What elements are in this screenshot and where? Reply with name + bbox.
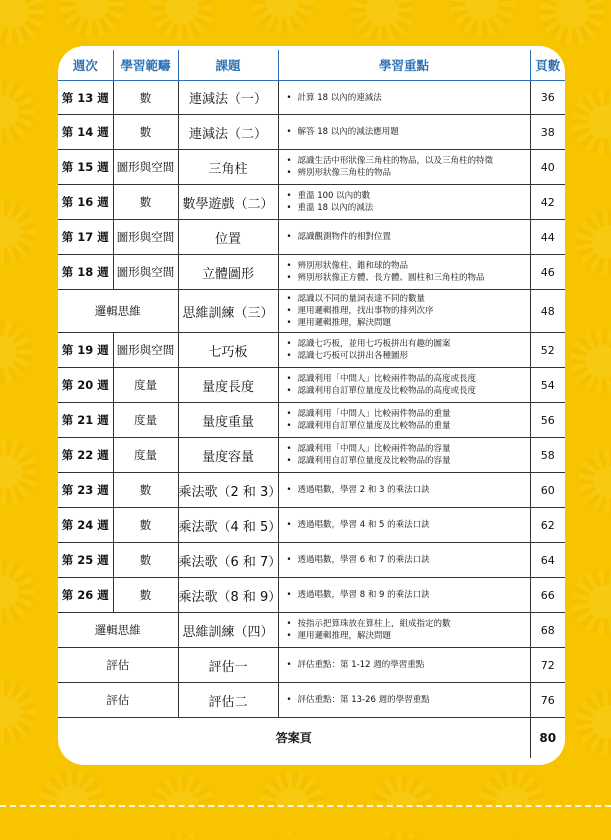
focus-bullet: • 認識利用自訂單位量度及比較物品的高度或長度: [287, 385, 530, 397]
header-week: 週次: [58, 50, 113, 81]
row-category: 數: [113, 543, 178, 578]
row-topic: 評估二: [178, 683, 278, 718]
focus-bullet: • 認識七巧板可以拼出各種圖形: [287, 350, 530, 362]
background-flower: [0, 80, 34, 144]
row-category-merged: 邏輯思維: [58, 613, 178, 648]
table-row: [58, 403, 565, 438]
schedule-table: [58, 50, 565, 758]
focus-bullet: • 評估重點：第 13-26 週的學習重點: [287, 694, 530, 706]
row-focus: [278, 578, 530, 613]
row-topic: 連減法（一）: [178, 81, 278, 115]
focus-bullet: • 辨別形狀像三角柱的物品: [287, 167, 530, 179]
row-category: 數: [113, 81, 178, 115]
table-header-row: [58, 50, 565, 81]
row-page: 68: [530, 613, 565, 648]
focus-bullet: • 按指示把算珠放在算柱上，組成指定的數: [287, 618, 530, 630]
row-topic: 連減法（二）: [178, 115, 278, 150]
focus-bullet: • 重溫 100 以內的數: [287, 190, 530, 202]
schedule-card: [58, 46, 565, 765]
row-category-merged: 評估: [58, 648, 178, 683]
table-row: [58, 255, 565, 290]
focus-bullet: • 辨別形狀像正方體、長方體、圓柱和三角柱的物品: [287, 272, 530, 284]
row-week: 第 24 週: [58, 508, 113, 543]
bottom-dashed-line: [0, 805, 611, 817]
row-topic: 三角柱: [178, 150, 278, 185]
header-category: 學習範疇: [113, 50, 178, 81]
row-page: 56: [530, 403, 565, 438]
row-focus: [278, 81, 530, 115]
row-category: 圖形與空間: [113, 255, 178, 290]
row-topic: 數學遊戲（二）: [178, 185, 278, 220]
row-page: 48: [530, 290, 565, 333]
focus-bullet: • 認識七巧板，並用七巧板拼出有趣的圖案: [287, 338, 530, 350]
row-focus: [278, 613, 530, 648]
background-flower: [570, 330, 611, 394]
table-row: [58, 368, 565, 403]
background-flower: [572, 90, 611, 154]
answer-row: [58, 718, 565, 758]
table-row: [58, 81, 565, 115]
background-flower: [576, 690, 611, 754]
table-row: [58, 290, 565, 333]
focus-bullet: • 認識觀測物件的相對位置: [287, 231, 530, 243]
row-week: 第 26 週: [58, 578, 113, 613]
row-focus: [278, 255, 530, 290]
row-category: 度量: [113, 438, 178, 473]
background-flower: [250, 0, 314, 34]
row-focus: [278, 220, 530, 255]
answer-page: 80: [539, 730, 557, 745]
focus-bullet: • 透過唱數，學習 6 和 7 的乘法口訣: [287, 554, 530, 566]
row-focus: [278, 473, 530, 508]
row-week: 第 18 週: [58, 255, 113, 290]
row-page: 40: [530, 150, 565, 185]
row-category-merged: 評估: [58, 683, 178, 718]
row-category: 數: [113, 508, 178, 543]
table-row: [58, 115, 565, 150]
focus-bullet: • 認識以不同的量詞表達不同的數量: [287, 293, 530, 305]
row-category: 數: [113, 115, 178, 150]
row-page: 44: [530, 220, 565, 255]
row-page: 76: [530, 683, 565, 718]
focus-bullet: • 運用邏輯推理，解決問題: [287, 317, 530, 329]
table-row: [58, 185, 565, 220]
row-page: 64: [530, 543, 565, 578]
row-focus: [278, 438, 530, 473]
focus-bullet: • 透過唱數，學習 2 和 3 的乘法口訣: [287, 484, 530, 496]
table-row: [58, 333, 565, 368]
row-category: 圖形與空間: [113, 150, 178, 185]
table-row: [58, 613, 565, 648]
row-week: 第 22 週: [58, 438, 113, 473]
row-page: 46: [530, 255, 565, 290]
row-page: 66: [530, 578, 565, 613]
row-category: 度量: [113, 403, 178, 438]
table-row: [58, 438, 565, 473]
row-week: 第 16 週: [58, 185, 113, 220]
row-topic: 位置: [178, 220, 278, 255]
row-week: 第 13 週: [58, 81, 113, 115]
answer-label: 答案頁: [58, 718, 530, 758]
row-topic: 量度長度: [178, 368, 278, 403]
row-focus: [278, 403, 530, 438]
row-page: 72: [530, 648, 565, 683]
focus-bullet: • 認識生活中形狀像三角柱的物品，以及三角柱的特徵: [287, 155, 530, 167]
background-flower: [450, 0, 514, 36]
background-flower: [576, 210, 611, 274]
row-page: 38: [530, 115, 565, 150]
row-page: 52: [530, 333, 565, 368]
background-flower: [350, 0, 414, 42]
row-category: 數: [113, 185, 178, 220]
background-flower: [0, 680, 36, 744]
table-row: [58, 508, 565, 543]
row-category: 數: [113, 578, 178, 613]
row-topic: 七巧板: [178, 333, 278, 368]
focus-bullet: • 辨別形狀像柱、錐和球的物品: [287, 260, 530, 272]
row-focus: [278, 150, 530, 185]
row-week: 第 21 週: [58, 403, 113, 438]
focus-bullet: • 解答 18 以內的減法應用題: [287, 126, 530, 138]
row-page: 42: [530, 185, 565, 220]
row-week: 第 20 週: [58, 368, 113, 403]
focus-bullet: • 認識利用「中間人」比較兩件物品的重量: [287, 408, 530, 420]
focus-bullet: • 運用邏輯推理，解決問題: [287, 630, 530, 642]
row-focus: [278, 508, 530, 543]
background-flower: [540, 0, 604, 44]
row-category-merged: 邏輯思維: [58, 290, 178, 333]
row-week: 第 17 週: [58, 220, 113, 255]
row-focus: [278, 290, 530, 333]
focus-bullet: • 重溫 18 以內的減法: [287, 202, 530, 214]
row-topic: 思維訓練（四）: [178, 613, 278, 648]
row-category: 圖形與空間: [113, 220, 178, 255]
row-topic: 量度容量: [178, 438, 278, 473]
background-flower: [60, 0, 124, 36]
row-focus: [278, 368, 530, 403]
row-page: 54: [530, 368, 565, 403]
focus-bullet: • 認識利用「中間人」比較兩件物品的高度或長度: [287, 373, 530, 385]
focus-bullet: • 透過唱數，學習 8 和 9 的乘法口訣: [287, 589, 530, 601]
table-row: [58, 220, 565, 255]
row-week: 第 25 週: [58, 543, 113, 578]
row-focus: [278, 333, 530, 368]
row-page: 60: [530, 473, 565, 508]
row-topic: 乘法歌（8 和 9）: [178, 578, 278, 613]
row-category: 度量: [113, 368, 178, 403]
row-week: 第 14 週: [58, 115, 113, 150]
row-topic: 乘法歌（6 和 7）: [178, 543, 278, 578]
header-page: 頁數: [530, 50, 565, 81]
background-flower: [0, 560, 34, 624]
row-focus: [278, 683, 530, 718]
row-week: 第 15 週: [58, 150, 113, 185]
row-topic: 乘法歌（4 和 5）: [178, 508, 278, 543]
table-row: [58, 578, 565, 613]
background-flower: [572, 570, 611, 634]
row-week: 第 19 週: [58, 333, 113, 368]
background-flower: [0, 320, 32, 384]
background-flower: [0, 440, 38, 504]
background-flower: [578, 450, 611, 514]
row-category: 圖形與空間: [113, 333, 178, 368]
row-page: 62: [530, 508, 565, 543]
table-row: [58, 473, 565, 508]
row-focus: [278, 648, 530, 683]
focus-bullet: • 認識利用自訂單位量度及比較物品的重量: [287, 420, 530, 432]
row-page: 36: [530, 81, 565, 115]
row-topic: 立體圖形: [178, 255, 278, 290]
table-row: [58, 543, 565, 578]
focus-bullet: • 運用邏輯推理，找出事物的排列次序: [287, 305, 530, 317]
table-row: [58, 683, 565, 718]
header-topic: 課題: [178, 50, 278, 81]
row-focus: [278, 543, 530, 578]
row-focus: [278, 115, 530, 150]
row-topic: 乘法歌（2 和 3）: [178, 473, 278, 508]
row-week: 第 23 週: [58, 473, 113, 508]
row-category: 數: [113, 473, 178, 508]
row-topic: 評估一: [178, 648, 278, 683]
row-topic: 量度重量: [178, 403, 278, 438]
focus-bullet: • 評估重點：第 1-12 週的學習重點: [287, 659, 530, 671]
background-flower: [150, 0, 214, 40]
focus-bullet: • 認識利用「中間人」比較兩件物品的容量: [287, 443, 530, 455]
background-flower: [0, 200, 36, 264]
focus-bullet: • 透過唱數，學習 4 和 5 的乘法口訣: [287, 519, 530, 531]
table-row: [58, 648, 565, 683]
focus-bullet: • 計算 18 以內的連減法: [287, 92, 530, 104]
background-flower: [0, 0, 44, 44]
row-page: 58: [530, 438, 565, 473]
row-topic: 思維訓練（三）: [178, 290, 278, 333]
table-row: [58, 150, 565, 185]
header-focus: 學習重點: [278, 50, 530, 81]
row-focus: [278, 185, 530, 220]
focus-bullet: • 認識利用自訂單位量度及比較物品的容量: [287, 455, 530, 467]
